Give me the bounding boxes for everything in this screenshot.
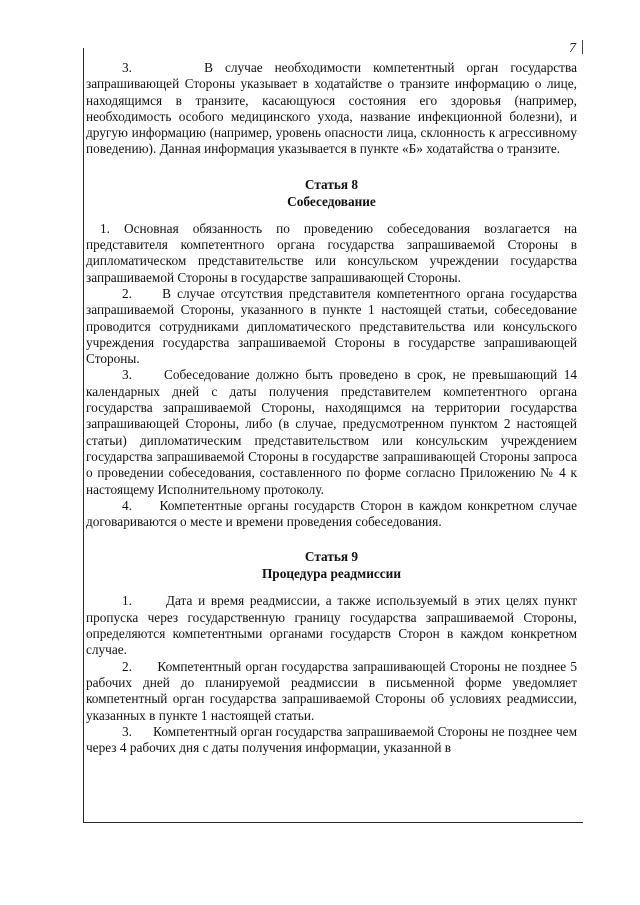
spacer	[86, 210, 577, 221]
article8-paragraph-3: 3. Собеседование должно быть проведено в срок, не превышающий 14 календарных дней с даты получения представителем компетентного органа государства запрашиваемой Стороны, находящимся на территории государства запрашивающей Стороны, либо (в случае, предусмотренном пунктом 2 настоящей статьи) дипломатическим представительством или консульским учреждением государства запрашиваемой Стороны в государстве запрашивающей Стороны запроса о проведении собеседования, составленного по форме согласно Приложению № 4 к настоящему Исполнительному протоколу.	[86, 367, 577, 497]
document-body	[86, 60, 577, 756]
spacer	[86, 582, 577, 593]
spacer	[86, 158, 577, 176]
article8-paragraph-4: 4. Компетентные органы государств Сторон в каждом конкретном случае договариваются о месте и времени проведения собеседования.	[86, 497, 577, 530]
article9-paragraph-3: 3. Компетентный орган государства запрашиваемой Стороны не позднее чем через 4 рабочих дня с даты получения информации, указанной в	[86, 723, 577, 756]
article9-paragraph-1: 1. Дата и время реадмиссии, а также используемый в этих целях пункт пропуска через государственную границу государства запрашиваемой Стороны, определяются компетентными органами государств Сторон в каждом конкретном случае.	[86, 593, 577, 658]
spacer	[86, 530, 577, 548]
article9-title: Процедура реадмиссии	[261, 566, 402, 582]
article8-paragraph-1: 1. Основная обязанность по проведению собеседования возлагается на представителя компетентного органа государства запрашиваемой Стороны в дипломатическом представительстве или консульском учреждении государства запрашиваемой Стороны в государстве запрашивающей Стороны.	[86, 220, 577, 285]
article8-number: Статья 8	[304, 176, 359, 192]
page-number: 7	[569, 41, 576, 56]
article8-title: Собеседование	[287, 193, 376, 209]
page-frame-bottom-border	[83, 822, 583, 823]
article7-paragraph-3: 3. В случае необходимости компетентный орган государства запрашивающей Стороны указывает в ходатайстве о транзите информацию о лице, находящимся в транзите, касающуюся состояния его здоровья (например, необходимость особого медицинского ухода, название инфекционной болезни), и другую информацию (например, уровень опасности лица, склонность к агрессивному поведению). Данная информация указывается в пункте «Б» ходатайства о транзите.	[86, 60, 577, 157]
article9-number: Статья 9	[304, 549, 359, 565]
page-frame-right-mark	[582, 40, 583, 54]
page-frame-left-border	[83, 48, 84, 823]
article8-paragraph-2: 2. В случае отсутствия представителя компетентного органа государства запрашиваемой Стороны, указанного в пункте 1 настоящей статьи, собеседование проводится сотрудниками дипломатического представительства или консульского учреждения государства запрашиваемой Стороны в государстве запрашивающей Стороны.	[86, 285, 577, 367]
article9-paragraph-2: 2. Компетентный орган государства запрашивающей Стороны не позднее 5 рабочих дней до планируемой реадмиссии в письменной форме уведомляет компетентный орган государства запрашиваемой Стороны об условиях реадмиссии, указанных в пункте 1 настоящей статьи.	[86, 658, 577, 723]
